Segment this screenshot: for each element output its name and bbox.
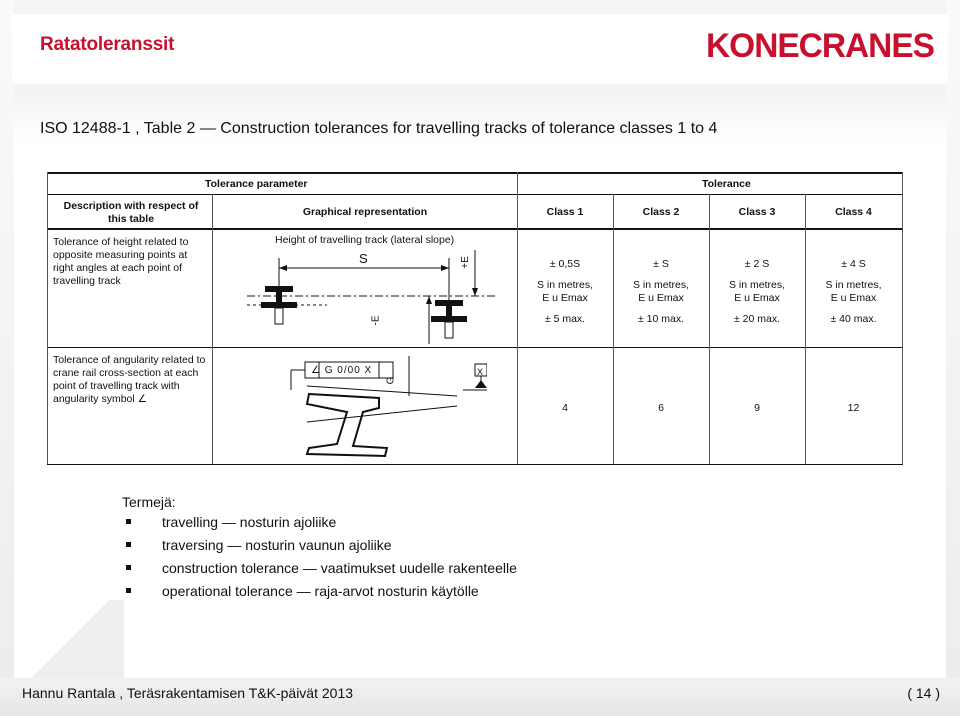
- slide-title: Ratatoleranssit: [40, 34, 175, 55]
- table-rule: [47, 347, 903, 348]
- footer-author: Hannu Rantala , Teräsrakentamisen T&K-päivät 2013: [22, 685, 354, 701]
- class1-unit1: S in metres,: [536, 279, 594, 291]
- bullet-icon: [126, 588, 131, 593]
- graphic-s-label: S: [359, 251, 368, 266]
- decorative-corner: [14, 600, 124, 680]
- class-3-header: Class 3: [738, 206, 776, 218]
- class3-tol: ± 2 S: [744, 258, 770, 270]
- background-right: [946, 0, 960, 716]
- table-col-line: [902, 172, 903, 464]
- graphic-frame-label: ∠ G 0/00 X: [311, 365, 373, 376]
- table-col-line: [613, 194, 614, 464]
- class2-angularity: 6: [658, 402, 664, 414]
- bullet-icon: [126, 519, 131, 524]
- class2-unit1: S in metres,: [632, 279, 690, 291]
- graphical-header: Graphical representation: [302, 206, 428, 218]
- class1-max: ± 5 max.: [544, 313, 586, 325]
- class4-angularity: 12: [847, 402, 860, 414]
- row2-description: Tolerance of angularity related to crane rail cross-section at each point of travelling track with angularity symbol ∠: [53, 354, 206, 405]
- page-number: ( 14 ): [907, 685, 940, 701]
- table-col-line: [212, 194, 213, 464]
- class4-max: ± 40 max.: [830, 313, 877, 325]
- class4-unit1: S in metres,: [825, 279, 882, 291]
- table-rule-bottom: [47, 464, 903, 465]
- tolerance-parameter-header: Tolerance parameter: [205, 178, 308, 190]
- angularity-diagram: [267, 356, 487, 460]
- class1-tolerance: [517, 258, 613, 326]
- bullet-icon: [126, 542, 131, 547]
- list-item: [126, 560, 517, 583]
- graphic-x-label: X: [477, 367, 484, 377]
- class2-max: ± 10 max.: [637, 313, 685, 325]
- list-item: [126, 537, 517, 560]
- konecranes-logo: [706, 24, 934, 64]
- svg-text:KONECRANES: KONECRANES: [706, 27, 934, 64]
- graphic-plus-e-label: +E: [459, 256, 471, 269]
- table-rule: [47, 194, 903, 195]
- class1-tol: ± 0,5S: [549, 258, 581, 270]
- graphic-g-label: G: [385, 376, 397, 385]
- class3-tolerance: [709, 258, 805, 326]
- class3-unit2: E u Emax: [734, 292, 780, 304]
- table-col-line: [47, 172, 48, 464]
- description-header: Description with respect of this table: [63, 200, 199, 225]
- class3-unit1: S in metres,: [728, 279, 786, 291]
- tolerance-table: [47, 170, 903, 466]
- term-text: traversing — nosturin vaunun ajoliike: [162, 537, 392, 553]
- class3-max: ± 20 max.: [733, 313, 781, 325]
- class4-tolerance: [805, 258, 902, 326]
- term-text: construction tolerance — vaatimukset uudelle rakenteelle: [162, 560, 517, 576]
- terms-title: Termejä:: [122, 494, 176, 510]
- tolerance-header: Tolerance: [702, 178, 751, 190]
- table-heading: ISO 12488-1 , Table 2 — Construction tolerances for travelling tracks of tolerance classes 1 to 4: [40, 120, 718, 137]
- class-4-header: Class 4: [835, 206, 872, 218]
- background: [0, 0, 960, 14]
- class4-tol: ± 4 S: [841, 258, 866, 270]
- class2-unit2: E u Emax: [638, 292, 684, 304]
- class2-tolerance: [613, 258, 709, 326]
- table-col-line: [805, 194, 806, 464]
- class1-angularity: 4: [562, 402, 568, 414]
- table-col-line: [709, 194, 710, 464]
- term-text: travelling — nosturin ajoliike: [162, 514, 337, 530]
- list-item: [126, 583, 517, 606]
- table-rule: [47, 228, 903, 230]
- graphic-minus-e-label: -E: [370, 315, 382, 326]
- row1-graphic-caption: Height of travelling track (lateral slope): [275, 234, 455, 246]
- class-2-header: Class 2: [642, 206, 680, 218]
- class1-unit2: E u Emax: [542, 292, 588, 304]
- bullet-icon: [126, 565, 131, 570]
- terms-list: [126, 514, 517, 606]
- class-1-header: Class 1: [546, 206, 584, 218]
- term-text: operational tolerance — raja-arvot nosturin käytölle: [162, 583, 479, 599]
- class3-angularity: 9: [754, 402, 760, 414]
- class4-unit2: E u Emax: [830, 292, 877, 304]
- class2-tol: ± S: [653, 258, 669, 270]
- background-left: [0, 0, 14, 716]
- table-rule-top: [47, 172, 903, 174]
- list-item: [126, 514, 517, 537]
- row1-description: Tolerance of height related to opposite measuring points at right angles at each point of travelling track: [53, 236, 189, 287]
